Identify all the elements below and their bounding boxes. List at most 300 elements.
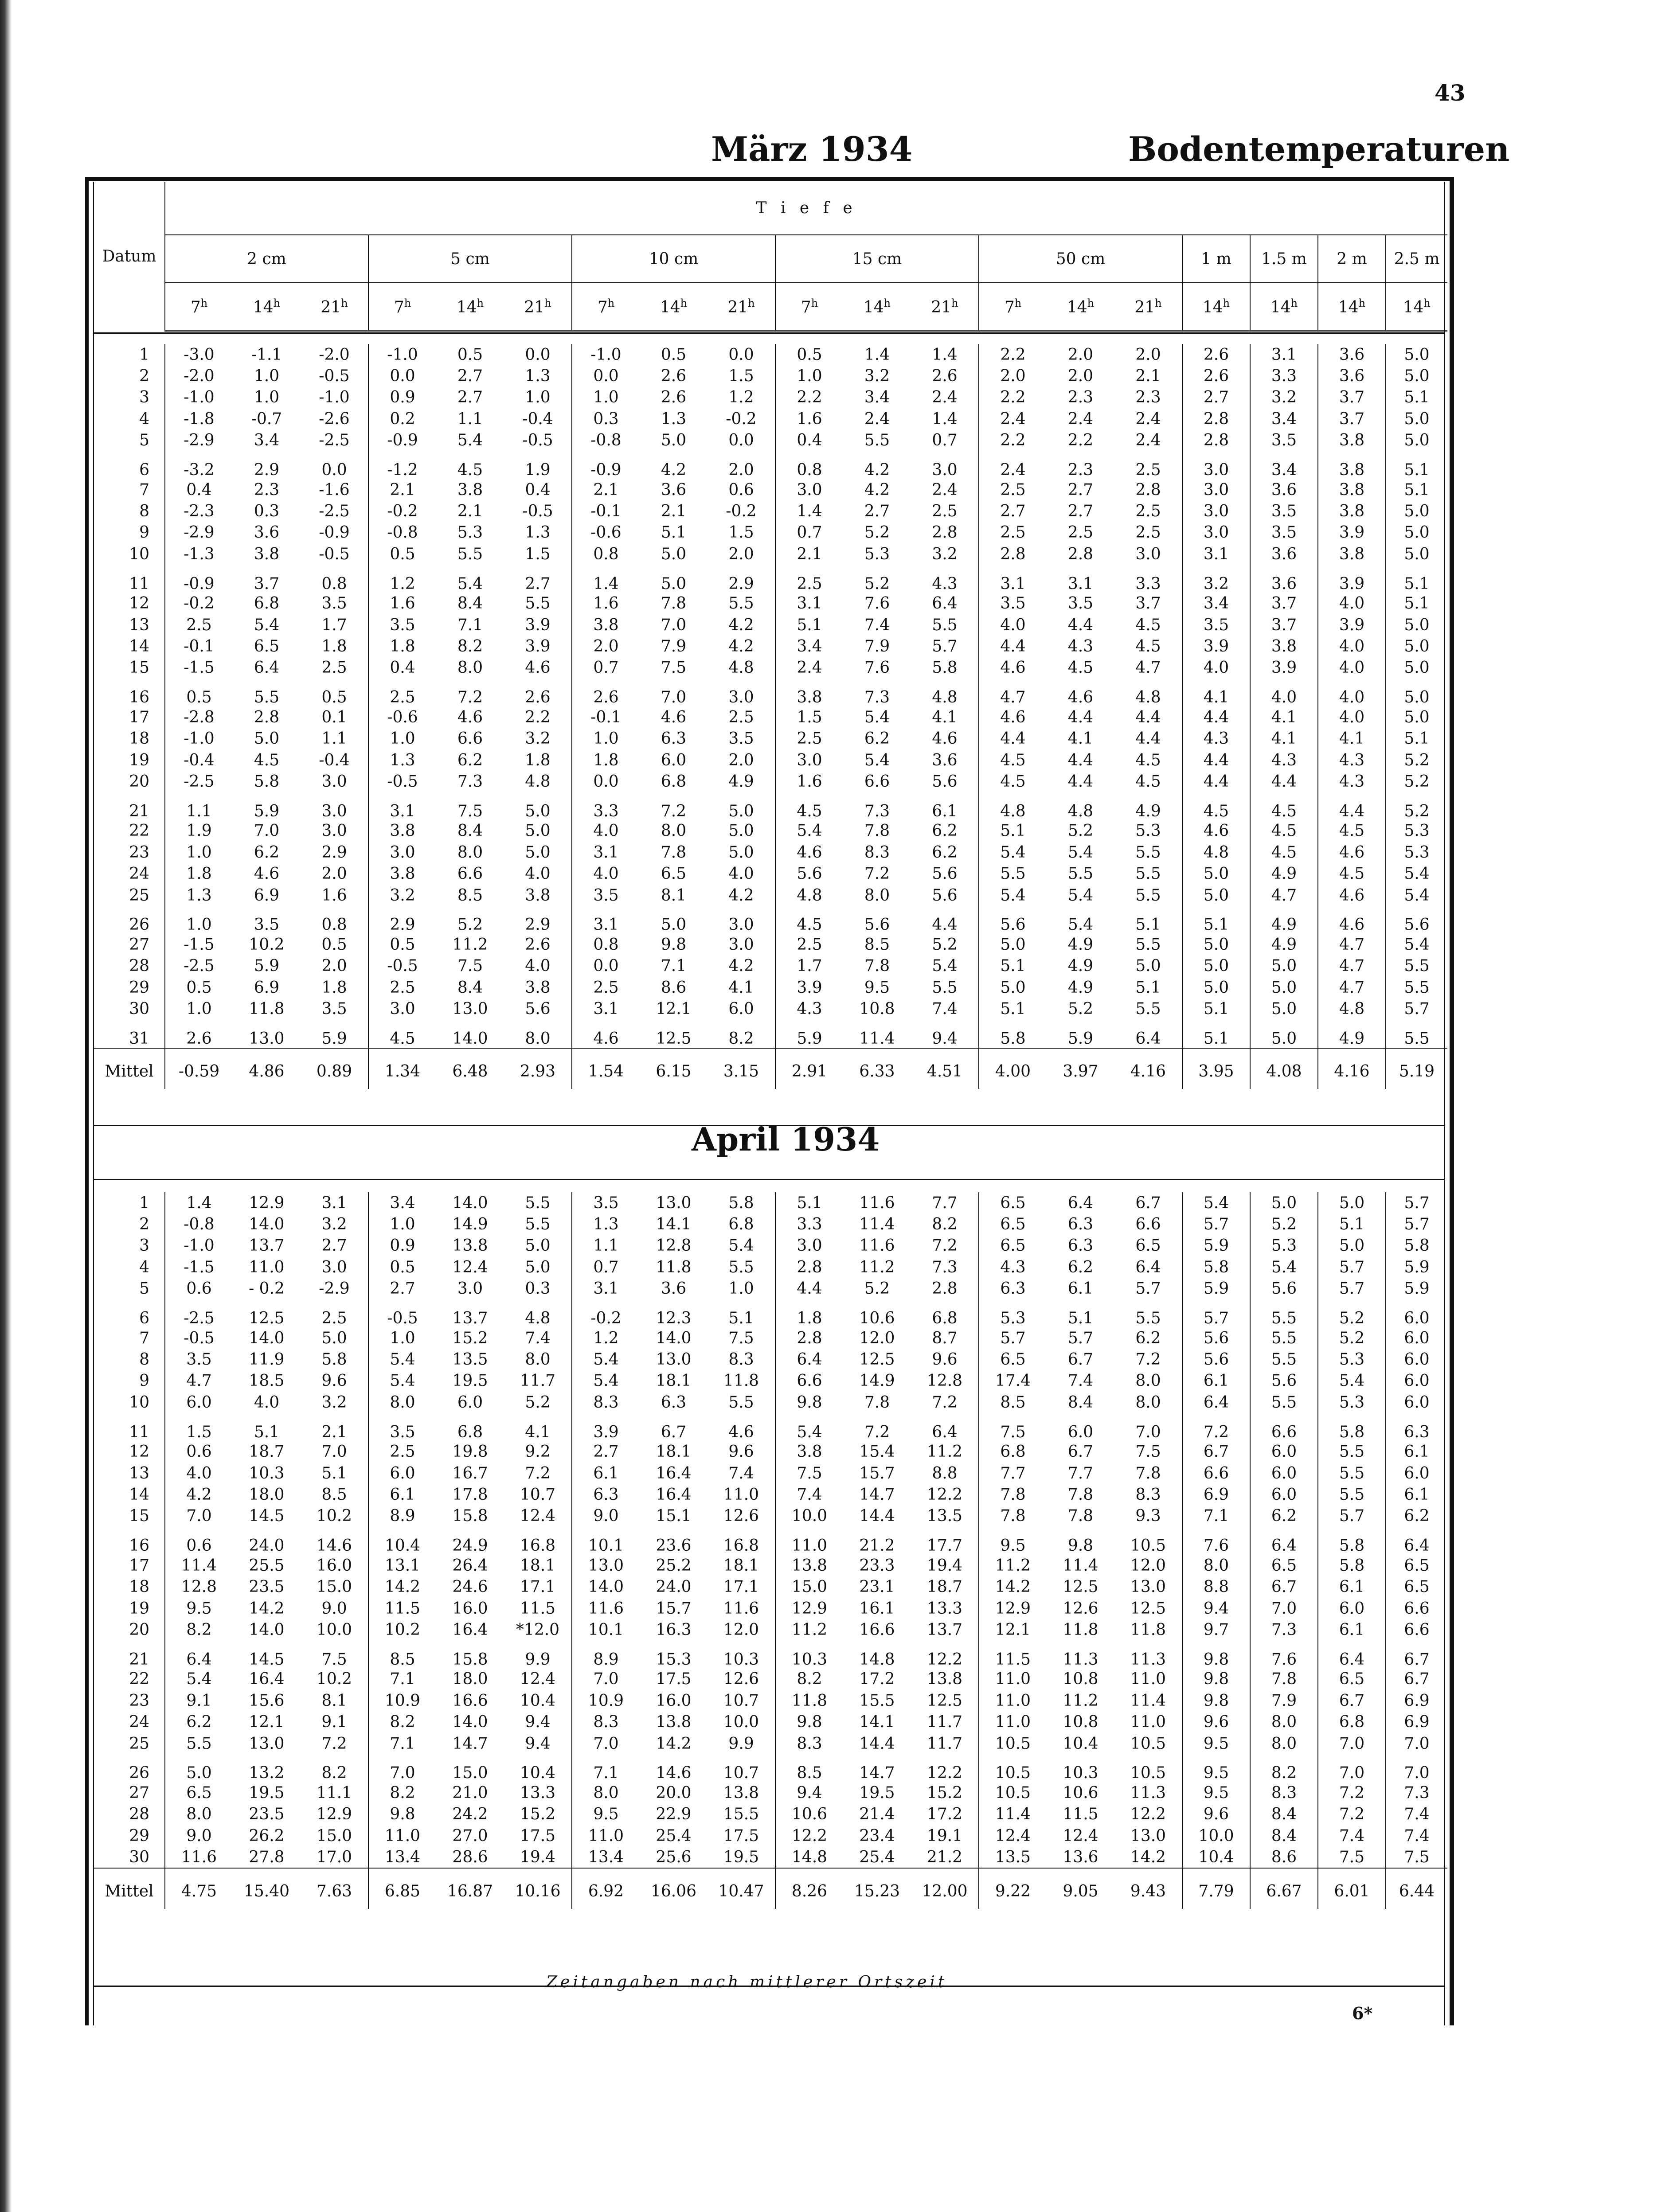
row-date: 8 <box>94 1349 165 1370</box>
table-cell: 3.5 <box>1067 594 1094 613</box>
table-cell: 23.5 <box>249 1578 285 1596</box>
table-row <box>94 934 1447 955</box>
table-row <box>94 1020 1447 1048</box>
table-cell: 3.4 <box>1182 593 1250 614</box>
table-cell: 5.1 <box>1114 906 1182 934</box>
table-cell: 11.0 <box>384 1826 421 1845</box>
table-cell: 13.8 <box>791 1556 828 1575</box>
table-cell: 10.6 <box>1063 1783 1098 1802</box>
table-cell: 5.0 <box>1182 956 1250 977</box>
table-cell: 3.6 <box>254 523 280 542</box>
table-cell: 1.5 <box>708 522 775 543</box>
table-cell: 4.5 <box>1318 863 1386 884</box>
table-cell: 4.1 <box>1067 730 1094 748</box>
table-cell: 1.3 <box>186 886 212 905</box>
table-cell: 3.8 <box>254 545 280 563</box>
table-cell: 6.8 <box>708 1213 775 1235</box>
hour-suffix: h <box>680 296 688 309</box>
table-cell: 5.0 <box>1404 367 1430 386</box>
table-cell: 19.5 <box>452 1372 488 1390</box>
table-cell: 1.3 <box>504 522 572 543</box>
table-cell: 14.2 <box>656 1734 692 1753</box>
table-cell: 2.7 <box>390 1280 415 1298</box>
table-cell: 3.0 <box>708 906 775 934</box>
table-cell: 12.4 <box>452 1258 488 1276</box>
table-cell: 6.5 <box>1000 1350 1026 1369</box>
table-cell: 1.3 <box>593 1215 619 1234</box>
table-cell: 4.1 <box>1318 728 1386 749</box>
table-cell: 3.0 <box>797 1237 822 1255</box>
table-cell: 5.0 <box>1250 998 1318 1019</box>
table-cell: 5.0 <box>1000 978 1026 997</box>
table-cell: 1.4 <box>593 574 619 593</box>
hour-value: 14 <box>456 298 477 316</box>
table-cell: 7.2 <box>1182 1413 1250 1441</box>
table-cell: 6.0 <box>1250 1463 1318 1484</box>
table-row <box>94 1484 1447 1505</box>
table-cell: 2.1 <box>301 1413 368 1441</box>
table-cell: 6.5 <box>1000 1215 1026 1234</box>
table-cell: 6.2 <box>1114 1327 1182 1349</box>
hour-suffix: h <box>1014 296 1022 309</box>
table-cell: 5.1 <box>254 1423 280 1441</box>
table-cell: 14.5 <box>249 1507 285 1525</box>
table-cell: 5.5 <box>1250 1299 1318 1327</box>
table-cell: 4.0 <box>1182 657 1250 679</box>
maerz-table <box>94 344 1447 1089</box>
table-cell: 3.1 <box>301 1192 368 1213</box>
table-cell: 2.4 <box>1114 430 1182 451</box>
table-cell: 7.0 <box>661 616 687 634</box>
table-cell: 2.0 <box>708 543 775 565</box>
table-cell: 7.3 <box>1250 1619 1318 1640</box>
table-cell: 0.0 <box>593 367 619 386</box>
table-cell: 6.1 <box>593 1464 619 1482</box>
row-date: 5 <box>94 1278 165 1299</box>
table-cell: 5.6 <box>1000 916 1026 934</box>
table-cell: 0.5 <box>186 978 212 997</box>
table-cell: 4.5 <box>1114 636 1182 657</box>
table-cell: 6.0 <box>1067 1423 1094 1441</box>
table-cell: 1.4 <box>797 502 822 521</box>
table-cell: 13.0 <box>656 1350 692 1369</box>
table-cell: 2.6 <box>186 1029 212 1048</box>
table-cell: 6.6 <box>457 865 483 883</box>
table-cell: 2.5 <box>1000 523 1026 542</box>
table-cell: 4.0 <box>186 1464 212 1482</box>
table-cell: 4.8 <box>1114 679 1182 706</box>
table-cell: -1.8 <box>184 410 215 428</box>
table-cell: 3.6 <box>911 749 979 771</box>
table-cell: 12.6 <box>708 1669 775 1690</box>
table-cell: 6.5 <box>1404 1556 1430 1575</box>
row-date: 16 <box>94 679 165 706</box>
table-cell: 6.3 <box>661 730 687 748</box>
table-cell: 5.1 <box>1000 1000 1026 1018</box>
hour-suffix: h <box>1087 296 1095 309</box>
hour-label <box>233 283 301 331</box>
table-cell: 4.6 <box>1067 688 1094 707</box>
hour-suffix: h <box>1358 296 1366 309</box>
tiefe-header: T i e f e <box>165 182 1447 235</box>
table-cell: 11.0 <box>249 1258 285 1276</box>
table-cell: 11.7 <box>911 1733 979 1754</box>
table-cell: 11.8 <box>656 1258 692 1276</box>
table-cell: 5.0 <box>1404 545 1430 563</box>
table-row <box>94 1278 1447 1299</box>
table-cell: 8.2 <box>911 1213 979 1235</box>
table-cell: 4.4 <box>797 1280 822 1298</box>
table-cell: 3.0 <box>390 843 415 862</box>
table-cell: 11.1 <box>301 1782 368 1803</box>
table-cell: 21.2 <box>911 1846 979 1868</box>
table-cell: 11.0 <box>708 1484 775 1505</box>
table-cell: 5.9 <box>1067 1029 1094 1048</box>
table-cell: 4.6 <box>593 1029 619 1048</box>
table-cell: 7.9 <box>1250 1690 1318 1711</box>
table-cell: -3.0 <box>184 345 215 364</box>
table-cell: 6.0 <box>1404 1464 1430 1482</box>
table-row <box>94 479 1447 500</box>
table-cell: 5.4 <box>797 822 822 840</box>
table-cell: -0.5 <box>301 543 368 565</box>
table-cell: 9.2 <box>504 1441 572 1463</box>
table-cell: 13.0 <box>452 1000 488 1018</box>
table-cell: 11.2 <box>911 1441 979 1463</box>
table-cell: 16.8 <box>708 1527 775 1555</box>
table-cell: 14.7 <box>452 1734 488 1753</box>
hour-value: 21 <box>321 298 341 316</box>
table-cell: 2.4 <box>911 479 979 500</box>
table-cell: 18.7 <box>249 1443 285 1461</box>
table-cell: 4.2 <box>708 636 775 657</box>
table-cell: 14.7 <box>859 1485 895 1504</box>
table-cell: -0.1 <box>184 637 215 655</box>
table-cell: 23.5 <box>249 1805 285 1824</box>
table-cell: -1.1 <box>251 345 282 364</box>
table-row <box>94 977 1447 998</box>
table-row <box>94 543 1447 565</box>
table-cell: 9.8 <box>661 935 687 954</box>
table-cell: 12.5 <box>1114 1598 1182 1619</box>
table-cell: 4.4 <box>1067 616 1094 634</box>
table-cell: 5.5 <box>1318 1441 1386 1463</box>
table-cell: 9.5 <box>593 1805 619 1824</box>
table-cell: 3.8 <box>1318 430 1386 451</box>
table-cell: 5.0 <box>1250 956 1318 977</box>
table-cell: 5.1 <box>708 1299 775 1327</box>
table-cell: 5.5 <box>504 1213 572 1235</box>
table-cell: 4.5 <box>797 802 822 820</box>
table-cell: 18.0 <box>249 1485 285 1504</box>
row-date: 1 <box>94 1192 165 1213</box>
table-row <box>94 956 1447 977</box>
table-cell: 10.0 <box>708 1711 775 1732</box>
table-cell: 5.3 <box>1318 1349 1386 1370</box>
table-cell: 0.4 <box>186 480 212 499</box>
table-cell: 3.5 <box>1182 614 1250 636</box>
table-cell: 6.5 <box>1000 1237 1026 1255</box>
table-cell: -0.5 <box>387 1309 418 1327</box>
table-cell: 2.2 <box>797 388 822 407</box>
table-cell: 7.3 <box>1404 1783 1430 1802</box>
table-cell: 3.1 <box>1000 574 1026 593</box>
table-cell: 4.5 <box>1114 614 1182 636</box>
table-cell: 3.2 <box>864 367 890 386</box>
table-cell: 5.4 <box>593 1350 619 1369</box>
table-cell: 12.4 <box>504 1669 572 1690</box>
table-cell: -0.5 <box>387 772 418 791</box>
table-cell: 6.6 <box>457 730 483 748</box>
table-cell: 7.3 <box>864 688 890 707</box>
table-cell: 4.7 <box>1000 688 1026 707</box>
table-cell: 15.5 <box>708 1804 775 1825</box>
table-cell: 9.4 <box>797 1783 822 1802</box>
table-cell: 2.2 <box>1000 388 1026 407</box>
table-cell: 7.2 <box>864 1423 890 1441</box>
table-row <box>94 1299 1447 1327</box>
table-cell: 3.1 <box>797 594 822 613</box>
table-cell: 1.0 <box>593 730 619 748</box>
table-cell: 3.1 <box>1067 574 1094 593</box>
table-cell: 3.5 <box>390 616 415 634</box>
table-cell: -0.2 <box>708 500 775 522</box>
table-cell: 6.2 <box>911 842 979 863</box>
table-cell: 4.1 <box>504 1413 572 1441</box>
frame-top <box>85 177 1454 181</box>
table-cell: 1.4 <box>864 345 890 364</box>
table-cell: 4.8 <box>911 679 979 706</box>
table-cell: 14.2 <box>384 1578 421 1596</box>
table-cell: 2.1 <box>661 502 687 521</box>
table-cell: 5.1 <box>1114 977 1182 998</box>
table-row <box>94 1527 1447 1555</box>
table-cell: 3.4 <box>864 388 890 407</box>
table-cell: -2.6 <box>301 408 368 429</box>
table-cell: 6.1 <box>1067 1280 1094 1298</box>
table-cell: 5.5 <box>864 431 890 450</box>
table-cell: 13.2 <box>249 1764 285 1783</box>
table-cell: 5.6 <box>1250 1370 1318 1392</box>
table-cell: 11.0 <box>1114 1669 1182 1690</box>
table-cell: 24.0 <box>656 1578 692 1596</box>
table-cell: 7.6 <box>1250 1641 1318 1669</box>
table-row <box>94 1506 1447 1527</box>
datum-header: Datum <box>94 182 165 331</box>
table-cell: 6.0 <box>1404 1350 1430 1369</box>
table-cell: 7.5 <box>797 1464 822 1482</box>
table-row <box>94 1711 1447 1732</box>
table-cell: 9.1 <box>301 1711 368 1732</box>
table-cell: 3.7 <box>1250 593 1318 614</box>
table-cell: 4.2 <box>708 956 775 977</box>
table-cell: 6.5 <box>1000 1194 1026 1212</box>
table-cell: 5.9 <box>301 1020 368 1048</box>
table-cell: 11.2 <box>452 935 488 954</box>
table-cell: 5.1 <box>1404 388 1430 407</box>
table-cell: 5.4 <box>1000 843 1026 862</box>
table-cell: 5.8 <box>1318 1527 1386 1555</box>
table-cell: 2.5 <box>1000 480 1026 499</box>
table-cell: 13.7 <box>249 1237 285 1255</box>
mittel-cell: 1.54 <box>572 1048 640 1089</box>
table-cell: -0.6 <box>387 708 418 726</box>
row-date: 17 <box>94 1555 165 1576</box>
mittel-cell: 7.63 <box>301 1868 368 1909</box>
table-cell: 3.8 <box>797 688 822 707</box>
table-cell: 16.4 <box>249 1670 285 1689</box>
table-cell: 0.6 <box>186 1443 212 1461</box>
table-cell: 8.8 <box>911 1463 979 1484</box>
table-cell: 1.1 <box>301 728 368 749</box>
table-cell: 6.3 <box>1000 1280 1026 1298</box>
table-cell: 14.5 <box>249 1650 285 1669</box>
hour-value: 21 <box>524 298 545 316</box>
row-date: 18 <box>94 1576 165 1597</box>
table-cell: 2.5 <box>1067 523 1094 542</box>
table-cell: 5.6 <box>911 885 979 906</box>
table-cell: 4.6 <box>708 1413 775 1441</box>
table-cell: 6.5 <box>1318 1669 1386 1690</box>
table-cell: 12.2 <box>1114 1804 1182 1825</box>
table-cell: 2.8 <box>797 1329 822 1347</box>
table-cell: 16.6 <box>452 1691 488 1710</box>
table-cell: 6.6 <box>797 1372 822 1390</box>
table-cell: 5.4 <box>186 1670 212 1689</box>
table-row <box>94 522 1447 543</box>
table-cell: 8.4 <box>457 822 483 840</box>
table-cell: 5.1 <box>1318 1213 1386 1235</box>
table-cell: 11.4 <box>859 1029 895 1048</box>
table-cell: -2.9 <box>184 523 215 542</box>
table-cell: 5.5 <box>1114 842 1182 863</box>
table-cell: 2.5 <box>911 500 979 522</box>
row-date: 20 <box>94 1619 165 1640</box>
table-cell: 11.6 <box>708 1598 775 1619</box>
table-cell: -2.0 <box>184 367 215 386</box>
table-cell: 4.6 <box>1182 820 1250 842</box>
table-cell: 10.2 <box>384 1620 421 1639</box>
table-cell: 4.6 <box>504 657 572 679</box>
table-cell: 4.3 <box>797 1000 822 1018</box>
table-cell: 1.5 <box>708 365 775 386</box>
table-row <box>94 842 1447 863</box>
table-cell: 1.0 <box>390 1215 415 1234</box>
row-date: 13 <box>94 1463 165 1484</box>
table-cell: 8.5 <box>390 1650 415 1669</box>
table-cell: 14.0 <box>249 1215 285 1234</box>
table-cell: 11.5 <box>504 1598 572 1619</box>
hour-label <box>1386 283 1447 331</box>
table-cell: 3.0 <box>301 792 368 820</box>
hour-label <box>368 283 436 331</box>
table-cell: 19.5 <box>249 1783 285 1802</box>
hour-suffix: h <box>1155 296 1162 309</box>
hour-value: 14 <box>1338 298 1359 316</box>
table-cell: 0.1 <box>301 706 368 728</box>
table-cell: 11.2 <box>859 1258 895 1276</box>
table-cell: 1.4 <box>186 1194 212 1212</box>
mittel-label: Mittel <box>94 1048 165 1089</box>
table-cell: 11.6 <box>859 1237 895 1255</box>
table-cell: 8.5 <box>301 1484 368 1505</box>
mittel-cell: 0.89 <box>301 1048 368 1089</box>
page-number: 43 <box>1435 80 1466 106</box>
table-cell: 4.4 <box>1182 706 1250 728</box>
table-cell: 4.5 <box>1114 771 1182 792</box>
table-cell: 8.6 <box>661 978 687 997</box>
table-cell: 7.8 <box>1114 1463 1182 1484</box>
table-cell: 9.5 <box>186 1599 212 1618</box>
table-cell: 1.6 <box>593 594 619 613</box>
table-cell: 3.2 <box>301 1213 368 1235</box>
table-cell: 0.9 <box>390 1237 415 1255</box>
table-cell: 9.0 <box>593 1507 619 1525</box>
table-cell: 10.2 <box>301 1506 368 1527</box>
table-cell: 12.9 <box>249 1194 285 1212</box>
table-cell: 7.0 <box>593 1734 619 1753</box>
table-cell: 1.5 <box>186 1423 212 1441</box>
table-cell: 14.7 <box>859 1764 895 1783</box>
table-cell: 8.5 <box>1000 1393 1026 1412</box>
hour-label <box>979 283 1047 331</box>
row-date: 17 <box>94 706 165 728</box>
table-cell: 5.5 <box>1404 978 1430 997</box>
mittel-cell: 6.85 <box>368 1868 436 1909</box>
table-cell: 11.6 <box>859 1194 895 1212</box>
hour-label <box>1318 283 1386 331</box>
table-cell: 8.7 <box>911 1327 979 1349</box>
hour-header-row <box>94 283 1447 331</box>
table-cell: -2.5 <box>184 957 215 975</box>
table-cell: 5.5 <box>1114 934 1182 955</box>
table-cell: 5.5 <box>1318 1484 1386 1505</box>
table-cell: 12.5 <box>859 1350 895 1369</box>
table-cell: -0.9 <box>184 574 215 593</box>
table-cell: 7.2 <box>301 1733 368 1754</box>
table-cell: 2.9 <box>708 565 775 593</box>
table-cell: 5.5 <box>1067 865 1094 883</box>
table-cell: 4.5 <box>1067 659 1094 677</box>
table-cell: 5.0 <box>1182 885 1250 906</box>
table-cell: 7.5 <box>1318 1846 1386 1868</box>
table-cell: 13.0 <box>656 1194 692 1212</box>
table-cell: 4.0 <box>593 822 619 840</box>
mittel-cell: 9.43 <box>1114 1868 1182 1909</box>
table-cell: 7.4 <box>1318 1825 1386 1846</box>
table-cell: 5.2 <box>457 916 483 934</box>
depth-label: 10 cm <box>572 235 775 283</box>
table-cell: 9.8 <box>797 1393 822 1412</box>
table-cell: 9.4 <box>1182 1598 1250 1619</box>
table-cell: 7.4 <box>911 998 979 1019</box>
table-cell: 11.0 <box>1114 1711 1182 1732</box>
table-cell: 4.5 <box>254 751 280 769</box>
table-cell: 2.5 <box>301 657 368 679</box>
table-cell: 2.7 <box>457 388 483 407</box>
table-cell: 4.3 <box>1000 1258 1026 1276</box>
table-cell: 8.0 <box>1114 1370 1182 1392</box>
row-date: 24 <box>94 1711 165 1732</box>
table-cell: 8.0 <box>593 1783 619 1802</box>
table-cell: 5.4 <box>864 708 890 726</box>
table-cell: 14.0 <box>452 1029 488 1048</box>
table-cell: 13.7 <box>911 1619 979 1640</box>
table-cell: 8.9 <box>593 1650 619 1669</box>
hour-label <box>708 283 775 331</box>
table-cell: 5.6 <box>797 865 822 883</box>
table-cell: 3.2 <box>504 728 572 749</box>
